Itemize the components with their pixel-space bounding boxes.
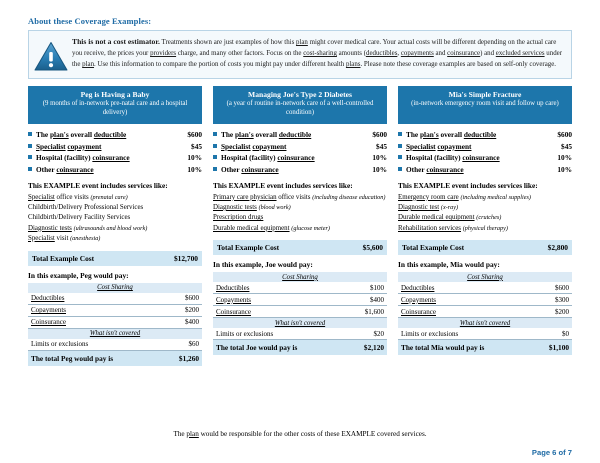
cost-sharing-band [213, 272, 387, 282]
glossary-term: Specialist [406, 141, 436, 151]
plan-fact-label [406, 129, 553, 140]
cost-sharing-band [28, 283, 202, 293]
total-example-cost-value: $2,800 [547, 243, 568, 253]
cost-item-value: $200 [162, 304, 202, 316]
square-bullet-icon [28, 155, 32, 159]
label-text: Hospital (facility) [406, 153, 463, 163]
cost-item-value: $200 [533, 306, 572, 318]
total-would-pay-row [398, 340, 572, 356]
label-text: Other [221, 164, 242, 174]
glossary-term: coinsurance [241, 164, 279, 174]
table-row [213, 282, 387, 294]
covered-service-item [398, 203, 572, 213]
service-note: (crutches) [476, 214, 502, 222]
covered-service-item [398, 193, 572, 203]
label-text: The [221, 130, 235, 139]
plan-fact-row [28, 129, 202, 140]
term-plans: plans [345, 61, 361, 69]
service-text: Childbirth/Delivery Professional Services [28, 203, 144, 211]
plan-fact-value: $45 [191, 141, 202, 151]
glossary-term: coinsurance [92, 153, 130, 163]
cost-item-label: Limits or exclusions [401, 329, 459, 338]
disclaimer-body-7: ) and [480, 50, 496, 58]
plan-fact-label [36, 129, 183, 140]
footer-note [0, 430, 600, 438]
not-covered-band-cell [28, 328, 202, 339]
square-bullet-icon [398, 155, 402, 159]
label-text: overall [253, 130, 279, 139]
term-plan-2: plan [82, 61, 95, 69]
glossary-term: Specialist [36, 141, 66, 151]
square-bullet-icon [28, 144, 32, 148]
glossary-term: coinsurance [426, 164, 464, 174]
glossary-term: Specialist [28, 193, 55, 201]
term-providers: providers [150, 50, 177, 58]
example-header [213, 86, 387, 124]
square-bullet-icon [213, 132, 217, 136]
cost-item-value: $400 [347, 294, 387, 306]
cost-item-value: $600 [162, 293, 202, 305]
plan-fact-label [36, 141, 187, 152]
table-row [213, 328, 387, 340]
table-row [28, 304, 202, 316]
total-would-pay-label: The total Joe would pay is [213, 340, 347, 356]
footer-note-pre: The [173, 430, 187, 438]
term-deductibles: deductibles [366, 50, 398, 58]
plan-fact-row [213, 164, 387, 175]
glossary-term: Durable medical equipment [398, 214, 475, 222]
disclaimer-text [72, 36, 565, 71]
example-title: Managing Joe's Type 2 Diabetes [248, 90, 352, 99]
plan-fact-value: 10% [557, 153, 572, 163]
not-covered-band-cell [213, 318, 387, 329]
table-row [398, 294, 572, 306]
cost-item-label: Limits or exclusions [216, 329, 274, 338]
label-text: The [406, 130, 420, 139]
glossary-term: plan's [50, 130, 69, 139]
total-example-cost-label: Total Example Cost [32, 253, 95, 263]
plan-fact-value: $600 [187, 130, 202, 139]
cost-item-label: Coinsurance [216, 307, 251, 316]
coverage-example-column [398, 86, 572, 366]
service-note: (prenatal care) [90, 193, 128, 201]
covered-services-list [213, 193, 387, 234]
table-row [28, 293, 202, 305]
disclaimer-body-2: might cover medical care. Your actual costs will be different depending on the actual care you receive, the prices your [72, 39, 557, 58]
square-bullet-icon [398, 132, 402, 136]
cost-item-label: Limits or exclusions [31, 340, 89, 349]
cost-item-label: Coinsurance [401, 307, 436, 316]
glossary-term: Diagnostic tests [213, 203, 257, 211]
not-covered-band-label: What isn't covered [274, 319, 326, 327]
glossary-term: Prescription drugs [213, 214, 264, 222]
cost-sharing-band [398, 272, 572, 282]
not-covered-band-cell [398, 318, 572, 329]
plan-fact-row [398, 164, 572, 175]
glossary-term: Durable medical equipment [213, 224, 290, 232]
label-text: Hospital (facility) [36, 153, 93, 163]
cost-item-value: $1,600 [347, 306, 387, 318]
table-row [28, 339, 202, 351]
cost-sharing-band-cell [213, 272, 387, 282]
table-row [398, 306, 572, 318]
covered-services-list [398, 193, 572, 234]
cost-breakdown-table [213, 272, 387, 355]
service-note: (physical therapy) [462, 224, 508, 232]
plan-fact-value: 10% [187, 153, 202, 163]
example-title: Mia's Simple Fracture [448, 90, 522, 99]
service-note: (ultrasounds and blood work) [73, 224, 148, 232]
example-includes-title: This EXAMPLE event includes services like: [398, 180, 538, 190]
glossary-term: copayment [67, 141, 102, 151]
cost-item-value: $60 [162, 339, 202, 351]
total-example-cost-row [213, 240, 387, 255]
disclaimer-callout [28, 30, 572, 79]
plan-facts-list [398, 129, 572, 175]
cost-sharing-band-cell [28, 283, 202, 293]
covered-service-item [213, 213, 387, 223]
square-bullet-icon [28, 132, 32, 136]
service-text: Childbirth/Delivery Facility Services [28, 214, 131, 222]
would-pay-heading: In this example, Peg would pay: [28, 270, 129, 280]
plan-fact-label [406, 141, 557, 152]
plan-fact-row [28, 152, 202, 163]
table-row [213, 306, 387, 318]
square-bullet-icon [213, 144, 217, 148]
plan-fact-value: $600 [372, 130, 387, 139]
covered-service-item [28, 224, 202, 234]
cost-summary-block [398, 240, 572, 355]
cost-item-label-cell [28, 316, 162, 328]
total-example-cost-label: Total Example Cost [217, 243, 280, 253]
cost-item-label: Copayments [31, 306, 66, 315]
cost-sharing-band-cell [398, 272, 572, 282]
cost-item-label: Coinsurance [31, 318, 66, 327]
plan-fact-label [221, 129, 368, 140]
term-coinsurance: coinsurance [447, 50, 481, 58]
total-example-cost-value: $5,600 [362, 243, 383, 253]
glossary-term: Specialist [221, 141, 251, 151]
cost-breakdown-table [28, 283, 202, 366]
service-text: office visits [276, 193, 313, 201]
total-example-cost-row [398, 240, 572, 255]
total-would-pay-row [213, 340, 387, 356]
plan-fact-row [398, 152, 572, 163]
would-pay-heading: In this example, Joe would pay: [213, 260, 313, 270]
total-would-pay-label: The total Mia would pay is [398, 340, 533, 356]
square-bullet-icon [398, 144, 402, 148]
cost-item-label-cell [398, 294, 533, 306]
glossary-term: Specialist [28, 234, 55, 242]
page-title: About these Coverage Examples: [28, 16, 152, 26]
plan-fact-value: $45 [561, 141, 572, 151]
glossary-term: plan's [420, 130, 439, 139]
glossary-term: Rehabilitation services [398, 224, 461, 232]
plan-fact-value: 10% [372, 153, 387, 163]
not-covered-band-label: What isn't covered [459, 319, 511, 327]
glossary-term: Primary care physician [213, 193, 277, 201]
total-example-cost-row [28, 251, 202, 266]
label-text: overall [438, 130, 464, 139]
glossary-term: Diagnostic test [398, 203, 440, 211]
plan-fact-row [28, 141, 202, 152]
warning-triangle-icon [34, 39, 68, 73]
label-text: The [36, 130, 50, 139]
service-note: (glucose meter) [291, 224, 330, 232]
square-bullet-icon [28, 167, 32, 171]
plan-fact-label [221, 152, 368, 163]
label-text: Other [36, 164, 57, 174]
total-would-pay-value: $1,100 [533, 340, 572, 356]
disclaimer-body-4: amounts ( [336, 50, 366, 58]
total-would-pay-value: $2,120 [347, 340, 387, 356]
disclaimer-body-3: charge, and many other factors. Focus on the [176, 50, 304, 58]
covered-service-item [213, 203, 387, 213]
example-header [28, 86, 202, 124]
plan-fact-label [406, 152, 553, 163]
cost-item-value: $100 [347, 282, 387, 294]
covered-service-item [28, 193, 202, 203]
cost-item-value: $600 [533, 282, 572, 294]
cost-item-value: $300 [533, 294, 572, 306]
label-text: Other [406, 164, 427, 174]
glossary-term: deductible [463, 130, 497, 139]
cost-item-value: $400 [162, 316, 202, 328]
plan-fact-row [213, 141, 387, 152]
table-row [28, 316, 202, 328]
plan-facts-list [213, 129, 387, 175]
total-example-cost-label: Total Example Cost [402, 243, 465, 253]
glossary-term: plan's [235, 130, 254, 139]
cost-summary-block [28, 251, 202, 366]
glossary-term: coinsurance [277, 153, 315, 163]
total-would-pay-row [28, 350, 202, 366]
table-row [213, 294, 387, 306]
cost-item-value: $20 [347, 328, 387, 340]
cost-sharing-band-label: Cost Sharing [97, 284, 133, 292]
cost-item-label-cell [213, 282, 347, 294]
disclaimer-body-1: Treatments shown are just examples of how this [159, 39, 296, 46]
plan-fact-row [398, 129, 572, 140]
total-would-pay-value: $1,260 [162, 350, 202, 366]
cost-item-label-cell [398, 328, 533, 340]
covered-service-item [213, 193, 387, 203]
covered-service-item [28, 213, 202, 223]
service-note: (x-ray) [440, 203, 459, 211]
cost-item-label-cell [213, 294, 347, 306]
glossary-term: deductible [93, 130, 127, 139]
plan-fact-value: 10% [557, 164, 572, 174]
example-includes-title: This EXAMPLE event includes services like: [28, 180, 168, 190]
disclaimer-body-8: under the [72, 50, 562, 69]
service-note: (including medical supplies) [460, 193, 531, 201]
square-bullet-icon [213, 155, 217, 159]
square-bullet-icon [213, 167, 217, 171]
cost-item-label-cell [398, 306, 533, 318]
not-covered-band-label: What isn't covered [89, 330, 141, 338]
plan-fact-label [221, 141, 372, 152]
plan-fact-label [36, 164, 183, 175]
glossary-term: Diagnostic tests [28, 224, 72, 232]
disclaimer-body-6: and [433, 50, 448, 58]
would-pay-heading: In this example, Mia would pay: [398, 260, 500, 270]
service-note: (blood work) [258, 203, 291, 211]
cost-item-label-cell [28, 339, 162, 351]
covered-service-item [398, 224, 572, 234]
plan-fact-label [406, 164, 553, 175]
covered-services-list [28, 193, 202, 244]
glossary-term: deductible [278, 130, 312, 139]
term-copayments: copayments [400, 50, 434, 58]
square-bullet-icon [398, 167, 402, 171]
example-header [398, 86, 572, 124]
cost-item-label-cell [28, 293, 162, 305]
disclaimer-body-5: , [397, 50, 401, 58]
not-covered-band [398, 318, 572, 329]
cost-item-label-cell [398, 282, 533, 294]
cost-item-label: Deductibles [401, 283, 435, 292]
plan-fact-row [213, 129, 387, 140]
cost-item-label: Copayments [216, 295, 251, 304]
example-subtitle: (in-network emergency room visit and follow up care) [411, 100, 559, 108]
covered-service-item [28, 203, 202, 213]
not-covered-band [28, 328, 202, 339]
plan-fact-row [398, 141, 572, 152]
plan-fact-value: $600 [557, 130, 572, 139]
example-includes-title: This EXAMPLE event includes services like: [213, 180, 353, 190]
glossary-term: Emergency room care [398, 193, 459, 201]
cost-item-value: $0 [533, 328, 572, 340]
glossary-term: copayment [437, 141, 472, 151]
label-text: overall [68, 130, 94, 139]
cost-sharing-band-label: Cost Sharing [467, 273, 503, 281]
table-row [398, 282, 572, 294]
service-note: (including disease education) [312, 193, 386, 201]
footer-note-post: would be responsible for the other costs of these EXAMPLE covered services. [198, 430, 427, 438]
plan-fact-row [213, 152, 387, 163]
disclaimer-lead: This is not a cost estimator. [72, 37, 160, 46]
disclaimer-body-10: . Please note these coverage examples are based on self-only coverage. [360, 61, 557, 69]
term-cost-sharing: cost-sharing [303, 50, 337, 58]
not-covered-band [213, 318, 387, 329]
example-title: Peg is Having a Baby [80, 90, 150, 99]
term-plan-footer: plan [186, 430, 199, 438]
glossary-term: coinsurance [462, 153, 500, 163]
term-plan-1: plan [295, 39, 308, 46]
glossary-term: copayment [252, 141, 287, 151]
plan-fact-label [36, 152, 183, 163]
plan-fact-value: 10% [372, 164, 387, 174]
example-subtitle: (9 months of in-network pre-natal care and a hospital delivery) [42, 100, 188, 117]
covered-service-item [213, 224, 387, 234]
plan-fact-value: 10% [187, 164, 202, 174]
cost-summary-block [213, 240, 387, 355]
disclaimer-body-9: . Use this information to compare the portion of costs you might pay under different health [94, 61, 346, 69]
label-text: Hospital (facility) [221, 153, 278, 163]
service-text: visit [54, 234, 71, 242]
cost-item-label: Deductibles [216, 283, 250, 292]
cost-item-label-cell [213, 306, 347, 318]
service-text: office visits [54, 193, 91, 201]
total-example-cost-value: $12,700 [173, 253, 198, 263]
plan-fact-value: $45 [376, 141, 387, 151]
plan-fact-row [28, 164, 202, 175]
total-would-pay-label: The total Peg would pay is [28, 350, 162, 366]
glossary-term: coinsurance [56, 164, 94, 174]
cost-item-label-cell [213, 328, 347, 340]
cost-sharing-band-label: Cost Sharing [282, 273, 318, 281]
coverage-examples-columns [28, 86, 572, 366]
covered-service-item [28, 234, 202, 244]
page-number: Page 6 of 7 [531, 448, 572, 457]
service-note: (anesthesia) [70, 234, 101, 242]
plan-facts-list [28, 129, 202, 175]
cost-item-label-cell [28, 304, 162, 316]
example-subtitle: (a year of routine in-network care of a well-controlled condition) [226, 100, 374, 117]
coverage-example-column [28, 86, 202, 366]
cost-item-label: Deductibles [31, 294, 65, 303]
coverage-example-column [213, 86, 387, 366]
covered-service-item [398, 213, 572, 223]
plan-fact-label [221, 164, 368, 175]
cost-breakdown-table [398, 272, 572, 355]
term-excluded-services: excluded services [495, 50, 545, 58]
cost-item-label: Copayments [401, 295, 436, 304]
table-row [398, 328, 572, 340]
